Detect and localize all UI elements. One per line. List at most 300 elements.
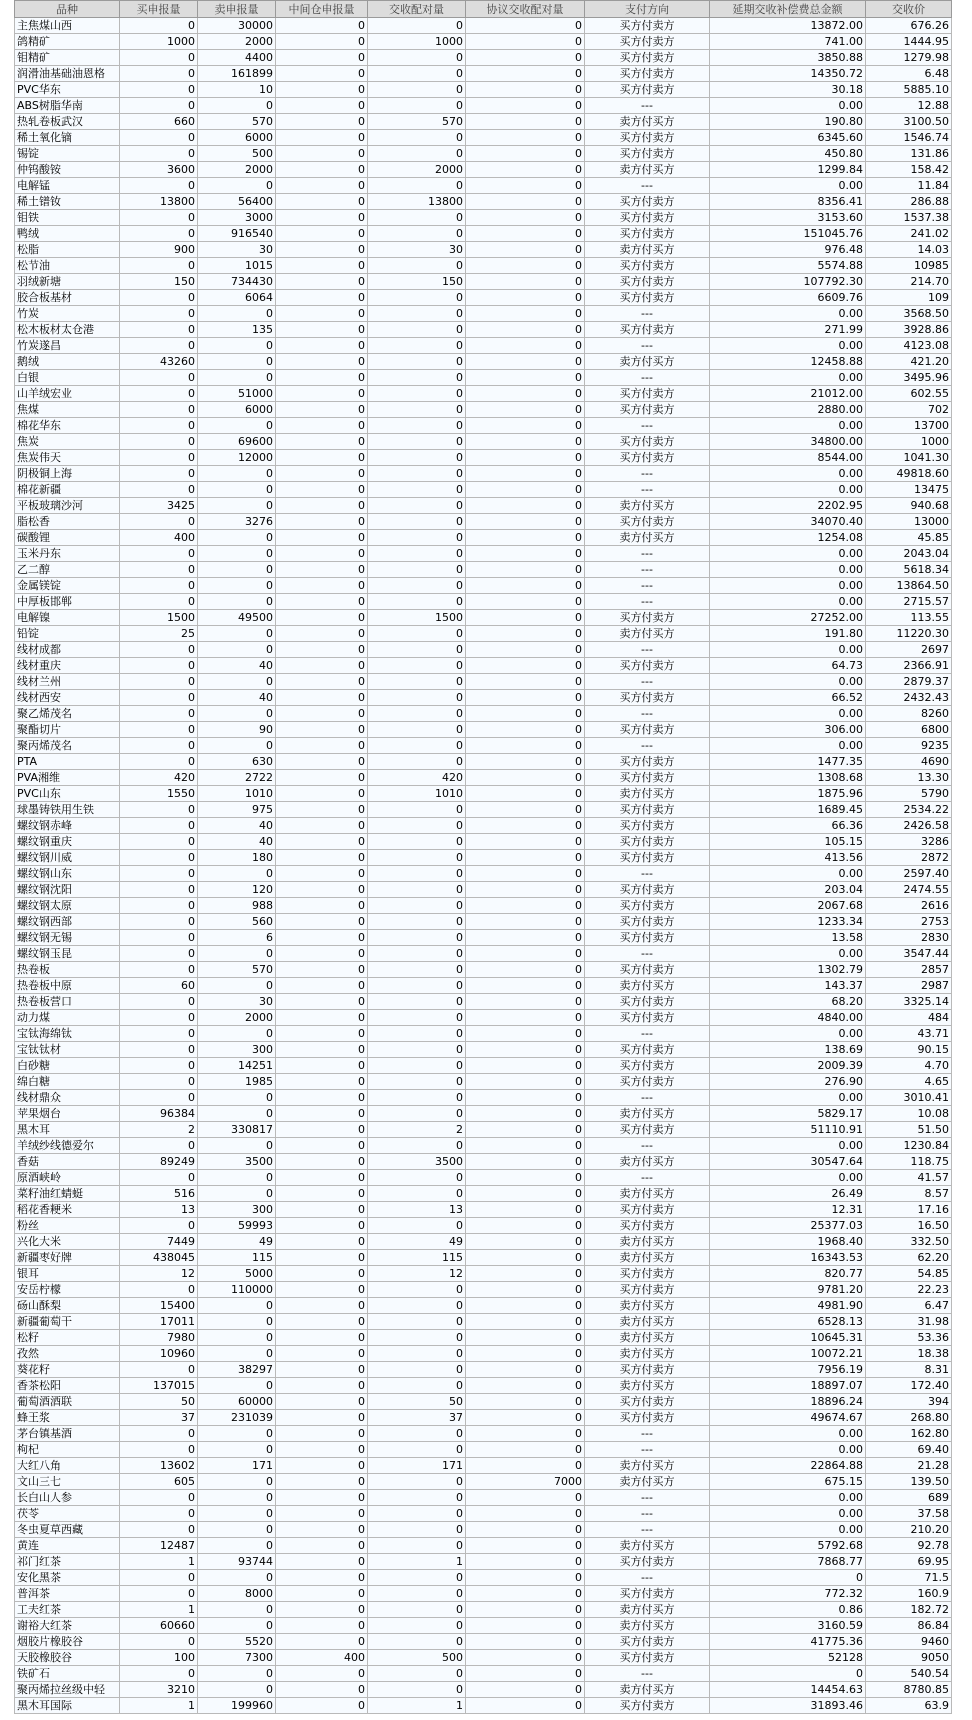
cell-payment-direction: 卖方付买方: [585, 978, 710, 994]
cell-compensation: 0.00: [710, 306, 866, 322]
cell-compensation: 271.99: [710, 322, 866, 338]
cell-settlement-price: 49818.60: [866, 466, 952, 482]
cell-middle-qty: 0: [276, 1090, 368, 1106]
cell-variety: 螺纹钢玉昆: [15, 946, 120, 962]
cell-payment-direction: 买方付卖方: [585, 82, 710, 98]
cell-variety: 葡萄酒酒联: [15, 1394, 120, 1410]
cell-compensation: 16343.53: [710, 1250, 866, 1266]
cell-compensation: 25377.03: [710, 1218, 866, 1234]
cell-matched-qty: 0: [368, 386, 466, 402]
cell-settlement-price: 2474.55: [866, 882, 952, 898]
cell-variety: 茅台镇基酒: [15, 1426, 120, 1442]
cell-agreement-qty: 0: [466, 1378, 585, 1394]
cell-variety: 竹炭: [15, 306, 120, 322]
cell-sell-qty: 6000: [198, 402, 276, 418]
col-header-compensation-total: 延期交收补偿费总金额: [710, 1, 866, 18]
cell-middle-qty: 0: [276, 210, 368, 226]
cell-payment-direction: ---: [585, 1666, 710, 1682]
cell-buy-qty: 10960: [120, 1346, 198, 1362]
cell-sell-qty: 0: [198, 1602, 276, 1618]
table-row: [15, 1010, 952, 1026]
cell-variety: 竹炭遂昌: [15, 338, 120, 354]
cell-agreement-qty: 0: [466, 1586, 585, 1602]
cell-agreement-qty: 0: [466, 434, 585, 450]
cell-agreement-qty: 0: [466, 850, 585, 866]
cell-settlement-price: 3495.96: [866, 370, 952, 386]
cell-middle-qty: 0: [276, 834, 368, 850]
cell-payment-direction: ---: [585, 418, 710, 434]
cell-compensation: 0.00: [710, 1522, 866, 1538]
cell-settlement-price: 37.58: [866, 1506, 952, 1522]
cell-middle-qty: 0: [276, 1682, 368, 1698]
cell-settlement-price: 69.40: [866, 1442, 952, 1458]
cell-compensation: 143.37: [710, 978, 866, 994]
cell-variety: 热卷板营口: [15, 994, 120, 1010]
cell-sell-qty: 0: [198, 978, 276, 994]
cell-middle-qty: 0: [276, 82, 368, 98]
cell-sell-qty: 0: [198, 418, 276, 434]
cell-agreement-qty: 0: [466, 1650, 585, 1666]
cell-agreement-qty: 0: [466, 914, 585, 930]
cell-sell-qty: 40: [198, 658, 276, 674]
cell-payment-direction: ---: [585, 1442, 710, 1458]
table-row: [15, 50, 952, 66]
cell-compensation: 4981.90: [710, 1298, 866, 1314]
cell-compensation: 741.00: [710, 34, 866, 50]
cell-compensation: 0.00: [710, 706, 866, 722]
cell-payment-direction: 买方付卖方: [585, 274, 710, 290]
cell-settlement-price: 2715.57: [866, 594, 952, 610]
cell-middle-qty: 0: [276, 562, 368, 578]
cell-agreement-qty: 0: [466, 978, 585, 994]
table-row: [15, 290, 952, 306]
cell-sell-qty: 5000: [198, 1266, 276, 1282]
cell-variety: 鹅绒: [15, 354, 120, 370]
table-row: [15, 146, 952, 162]
cell-sell-qty: 56400: [198, 194, 276, 210]
cell-sell-qty: 93744: [198, 1554, 276, 1570]
cell-buy-qty: 3425: [120, 498, 198, 514]
cell-sell-qty: 0: [198, 578, 276, 594]
cell-matched-qty: 0: [368, 1106, 466, 1122]
cell-settlement-price: 676.26: [866, 18, 952, 34]
cell-settlement-price: 6.47: [866, 1298, 952, 1314]
cell-payment-direction: ---: [585, 98, 710, 114]
cell-agreement-qty: 0: [466, 1298, 585, 1314]
cell-payment-direction: 买方付卖方: [585, 34, 710, 50]
cell-matched-qty: 0: [368, 258, 466, 274]
cell-buy-qty: 60660: [120, 1618, 198, 1634]
cell-payment-direction: 买方付卖方: [585, 834, 710, 850]
table-row: [15, 354, 952, 370]
cell-agreement-qty: 0: [466, 1042, 585, 1058]
cell-compensation: 4840.00: [710, 1010, 866, 1026]
cell-agreement-qty: 0: [466, 1314, 585, 1330]
cell-sell-qty: 1015: [198, 258, 276, 274]
cell-compensation: 0.00: [710, 1442, 866, 1458]
cell-matched-qty: 0: [368, 706, 466, 722]
cell-settlement-price: 9460: [866, 1634, 952, 1650]
table-row: [15, 418, 952, 434]
cell-buy-qty: 0: [120, 130, 198, 146]
cell-payment-direction: ---: [585, 1170, 710, 1186]
table-row: [15, 1634, 952, 1650]
cell-settlement-price: 4690: [866, 754, 952, 770]
cell-sell-qty: 560: [198, 914, 276, 930]
cell-matched-qty: 0: [368, 738, 466, 754]
cell-agreement-qty: 0: [466, 274, 585, 290]
cell-agreement-qty: 0: [466, 306, 585, 322]
cell-variety: 白银: [15, 370, 120, 386]
table-row: [15, 674, 952, 690]
cell-compensation: 21012.00: [710, 386, 866, 402]
cell-matched-qty: 150: [368, 274, 466, 290]
cell-compensation: 12458.88: [710, 354, 866, 370]
cell-agreement-qty: 0: [466, 482, 585, 498]
cell-middle-qty: 0: [276, 1522, 368, 1538]
cell-compensation: 1477.35: [710, 754, 866, 770]
cell-agreement-qty: 0: [466, 66, 585, 82]
cell-buy-qty: 0: [120, 466, 198, 482]
table-row: [15, 194, 952, 210]
cell-agreement-qty: 0: [466, 818, 585, 834]
table-row: [15, 1682, 952, 1698]
cell-agreement-qty: 0: [466, 866, 585, 882]
cell-middle-qty: 0: [276, 1218, 368, 1234]
table-row: [15, 546, 952, 562]
cell-variety: 兴化大米: [15, 1234, 120, 1250]
cell-sell-qty: 0: [198, 642, 276, 658]
cell-compensation: 0.00: [710, 946, 866, 962]
cell-middle-qty: 0: [276, 1346, 368, 1362]
cell-payment-direction: 卖方付买方: [585, 1314, 710, 1330]
cell-buy-qty: 0: [120, 818, 198, 834]
table-row: [15, 1266, 952, 1282]
cell-settlement-price: 109: [866, 290, 952, 306]
cell-matched-qty: 1: [368, 1698, 466, 1714]
cell-matched-qty: 0: [368, 1634, 466, 1650]
cell-sell-qty: 49: [198, 1234, 276, 1250]
cell-sell-qty: 120: [198, 882, 276, 898]
table-row: [15, 898, 952, 914]
cell-agreement-qty: 0: [466, 754, 585, 770]
cell-sell-qty: 2722: [198, 770, 276, 786]
cell-settlement-price: 62.20: [866, 1250, 952, 1266]
table-row: [15, 690, 952, 706]
cell-compensation: 49674.67: [710, 1410, 866, 1426]
cell-buy-qty: 0: [120, 674, 198, 690]
cell-sell-qty: 2000: [198, 1010, 276, 1026]
cell-sell-qty: 2000: [198, 162, 276, 178]
cell-buy-qty: 0: [120, 50, 198, 66]
cell-buy-qty: 0: [120, 754, 198, 770]
cell-matched-qty: 0: [368, 722, 466, 738]
cell-middle-qty: 0: [276, 370, 368, 386]
cell-sell-qty: 110000: [198, 1282, 276, 1298]
cell-settlement-price: 71.5: [866, 1570, 952, 1586]
cell-compensation: 0.00: [710, 338, 866, 354]
cell-middle-qty: 0: [276, 802, 368, 818]
cell-sell-qty: 0: [198, 1106, 276, 1122]
table-row: [15, 338, 952, 354]
cell-variety: 钼精矿: [15, 50, 120, 66]
cell-payment-direction: 卖方付买方: [585, 1154, 710, 1170]
cell-buy-qty: 0: [120, 738, 198, 754]
cell-agreement-qty: 0: [466, 370, 585, 386]
table-row: [15, 1074, 952, 1090]
cell-sell-qty: 30000: [198, 18, 276, 34]
cell-settlement-price: 1444.95: [866, 34, 952, 50]
cell-buy-qty: 13602: [120, 1458, 198, 1474]
cell-middle-qty: 0: [276, 578, 368, 594]
cell-compensation: 41775.36: [710, 1634, 866, 1650]
cell-buy-qty: 0: [120, 802, 198, 818]
table-row: [15, 1698, 952, 1714]
cell-variety: 黄连: [15, 1538, 120, 1554]
cell-matched-qty: 0: [368, 498, 466, 514]
cell-matched-qty: 0: [368, 1330, 466, 1346]
cell-buy-qty: 60: [120, 978, 198, 994]
table-row: [15, 1346, 952, 1362]
cell-payment-direction: 买方付卖方: [585, 1634, 710, 1650]
cell-sell-qty: 5520: [198, 1634, 276, 1650]
cell-buy-qty: 89249: [120, 1154, 198, 1170]
cell-payment-direction: ---: [585, 1570, 710, 1586]
table-row: [15, 1554, 952, 1570]
cell-variety: 脂松香: [15, 514, 120, 530]
cell-matched-qty: 0: [368, 1522, 466, 1538]
cell-matched-qty: 0: [368, 1074, 466, 1090]
cell-sell-qty: 0: [198, 466, 276, 482]
cell-settlement-price: 13.30: [866, 770, 952, 786]
cell-matched-qty: 0: [368, 146, 466, 162]
cell-agreement-qty: 0: [466, 514, 585, 530]
col-header-buy-qty: 买申报量: [120, 1, 198, 18]
cell-matched-qty: 0: [368, 1618, 466, 1634]
cell-sell-qty: 0: [198, 1570, 276, 1586]
cell-matched-qty: 0: [368, 1570, 466, 1586]
cell-sell-qty: 0: [198, 1346, 276, 1362]
cell-buy-qty: 0: [120, 642, 198, 658]
cell-payment-direction: 卖方付买方: [585, 1474, 710, 1490]
cell-variety: 仲钨酸铵: [15, 162, 120, 178]
cell-variety: 主焦煤山西: [15, 18, 120, 34]
cell-payment-direction: ---: [585, 706, 710, 722]
cell-matched-qty: 0: [368, 1282, 466, 1298]
table-row: [15, 786, 952, 802]
cell-agreement-qty: 0: [466, 242, 585, 258]
cell-middle-qty: 0: [276, 18, 368, 34]
cell-settlement-price: 4123.08: [866, 338, 952, 354]
cell-payment-direction: ---: [585, 1026, 710, 1042]
cell-sell-qty: 199960: [198, 1698, 276, 1714]
cell-settlement-price: 3100.50: [866, 114, 952, 130]
cell-matched-qty: 2000: [368, 162, 466, 178]
cell-compensation: 6345.60: [710, 130, 866, 146]
cell-middle-qty: 0: [276, 1282, 368, 1298]
table-row: [15, 754, 952, 770]
cell-variety: 松节油: [15, 258, 120, 274]
cell-agreement-qty: 0: [466, 1186, 585, 1202]
cell-matched-qty: 0: [368, 1218, 466, 1234]
cell-settlement-price: 2872: [866, 850, 952, 866]
cell-payment-direction: ---: [585, 466, 710, 482]
cell-variety: 安化黑茶: [15, 1570, 120, 1586]
cell-settlement-price: 182.72: [866, 1602, 952, 1618]
cell-settlement-price: 69.95: [866, 1554, 952, 1570]
cell-buy-qty: 13800: [120, 194, 198, 210]
table-row: [15, 882, 952, 898]
cell-compensation: 0.00: [710, 738, 866, 754]
cell-buy-qty: 420: [120, 770, 198, 786]
cell-agreement-qty: 0: [466, 418, 585, 434]
cell-agreement-qty: 0: [466, 898, 585, 914]
cell-compensation: 10072.21: [710, 1346, 866, 1362]
cell-settlement-price: 63.9: [866, 1698, 952, 1714]
cell-sell-qty: 6064: [198, 290, 276, 306]
cell-compensation: 51110.91: [710, 1122, 866, 1138]
cell-middle-qty: 0: [276, 1586, 368, 1602]
cell-agreement-qty: 0: [466, 1538, 585, 1554]
cell-agreement-qty: 0: [466, 1074, 585, 1090]
cell-variety: 普洱茶: [15, 1586, 120, 1602]
cell-sell-qty: 2000: [198, 34, 276, 50]
cell-compensation: 31893.46: [710, 1698, 866, 1714]
cell-agreement-qty: 0: [466, 450, 585, 466]
cell-compensation: 66.36: [710, 818, 866, 834]
cell-settlement-price: 16.50: [866, 1218, 952, 1234]
table-row: [15, 1458, 952, 1474]
table-row: [15, 1186, 952, 1202]
cell-compensation: 0.86: [710, 1602, 866, 1618]
cell-settlement-price: 158.42: [866, 162, 952, 178]
cell-agreement-qty: 0: [466, 1570, 585, 1586]
cell-sell-qty: 0: [198, 370, 276, 386]
cell-middle-qty: 0: [276, 1474, 368, 1490]
cell-compensation: 5574.88: [710, 258, 866, 274]
cell-payment-direction: 买方付卖方: [585, 402, 710, 418]
cell-buy-qty: 0: [120, 1026, 198, 1042]
cell-matched-qty: 0: [368, 626, 466, 642]
cell-sell-qty: 0: [198, 626, 276, 642]
cell-payment-direction: ---: [585, 674, 710, 690]
cell-settlement-price: 286.88: [866, 194, 952, 210]
cell-compensation: 0.00: [710, 1026, 866, 1042]
cell-settlement-price: 268.80: [866, 1410, 952, 1426]
cell-compensation: 14454.63: [710, 1682, 866, 1698]
cell-settlement-price: 8.31: [866, 1362, 952, 1378]
cell-middle-qty: 0: [276, 290, 368, 306]
cell-sell-qty: 916540: [198, 226, 276, 242]
cell-middle-qty: 0: [276, 386, 368, 402]
cell-payment-direction: 买方付卖方: [585, 1122, 710, 1138]
cell-matched-qty: 0: [368, 50, 466, 66]
cell-sell-qty: 14251: [198, 1058, 276, 1074]
cell-payment-direction: 买方付卖方: [585, 1586, 710, 1602]
cell-agreement-qty: 0: [466, 1330, 585, 1346]
cell-buy-qty: 15400: [120, 1298, 198, 1314]
cell-agreement-qty: 0: [466, 322, 585, 338]
cell-middle-qty: 0: [276, 866, 368, 882]
table-row: [15, 1138, 952, 1154]
cell-matched-qty: 0: [368, 642, 466, 658]
cell-settlement-price: 8260: [866, 706, 952, 722]
cell-middle-qty: 0: [276, 1506, 368, 1522]
cell-buy-qty: 516: [120, 1186, 198, 1202]
cell-agreement-qty: 0: [466, 1234, 585, 1250]
table-row: [15, 562, 952, 578]
cell-middle-qty: 0: [276, 674, 368, 690]
cell-buy-qty: 3600: [120, 162, 198, 178]
cell-buy-qty: 3210: [120, 1682, 198, 1698]
cell-middle-qty: 0: [276, 242, 368, 258]
cell-payment-direction: ---: [585, 1490, 710, 1506]
cell-payment-direction: 买方付卖方: [585, 658, 710, 674]
table-row: [15, 1314, 952, 1330]
cell-middle-qty: 0: [276, 402, 368, 418]
table-row: [15, 82, 952, 98]
cell-sell-qty: 0: [198, 1490, 276, 1506]
table-row: [15, 66, 952, 82]
cell-settlement-price: 2753: [866, 914, 952, 930]
cell-settlement-price: 3568.50: [866, 306, 952, 322]
cell-buy-qty: 0: [120, 146, 198, 162]
cell-settlement-price: 540.54: [866, 1666, 952, 1682]
cell-buy-qty: 0: [120, 290, 198, 306]
cell-payment-direction: 买方付卖方: [585, 386, 710, 402]
cell-middle-qty: 0: [276, 914, 368, 930]
cell-sell-qty: 40: [198, 818, 276, 834]
cell-agreement-qty: 0: [466, 258, 585, 274]
cell-variety: 新疆枣好牌: [15, 1250, 120, 1266]
cell-agreement-qty: 0: [466, 1202, 585, 1218]
cell-compensation: 7868.77: [710, 1554, 866, 1570]
cell-middle-qty: 0: [276, 754, 368, 770]
cell-sell-qty: 231039: [198, 1410, 276, 1426]
cell-settlement-price: 4.70: [866, 1058, 952, 1074]
cell-agreement-qty: 0: [466, 114, 585, 130]
cell-sell-qty: 0: [198, 1170, 276, 1186]
cell-middle-qty: 0: [276, 658, 368, 674]
cell-settlement-price: 9050: [866, 1650, 952, 1666]
cell-compensation: 0.00: [710, 1506, 866, 1522]
cell-matched-qty: 12: [368, 1266, 466, 1282]
cell-payment-direction: 买方付卖方: [585, 18, 710, 34]
cell-compensation: 0.00: [710, 546, 866, 562]
cell-payment-direction: 买方付卖方: [585, 1202, 710, 1218]
cell-payment-direction: ---: [585, 1090, 710, 1106]
cell-payment-direction: 卖方付买方: [585, 1186, 710, 1202]
cell-payment-direction: 买方付卖方: [585, 1554, 710, 1570]
cell-middle-qty: 0: [276, 1618, 368, 1634]
cell-sell-qty: 0: [198, 1026, 276, 1042]
cell-buy-qty: 0: [120, 962, 198, 978]
cell-settlement-price: 45.85: [866, 530, 952, 546]
cell-matched-qty: 1500: [368, 610, 466, 626]
cell-variety: 棉花新疆: [15, 482, 120, 498]
cell-compensation: 190.80: [710, 114, 866, 130]
cell-compensation: 1308.68: [710, 770, 866, 786]
cell-sell-qty: 0: [198, 674, 276, 690]
cell-matched-qty: 0: [368, 546, 466, 562]
cell-buy-qty: 12487: [120, 1538, 198, 1554]
cell-agreement-qty: 0: [466, 1250, 585, 1266]
cell-sell-qty: 0: [198, 178, 276, 194]
cell-buy-qty: 900: [120, 242, 198, 258]
cell-matched-qty: 0: [368, 594, 466, 610]
cell-matched-qty: 0: [368, 226, 466, 242]
cell-middle-qty: 400: [276, 1650, 368, 1666]
